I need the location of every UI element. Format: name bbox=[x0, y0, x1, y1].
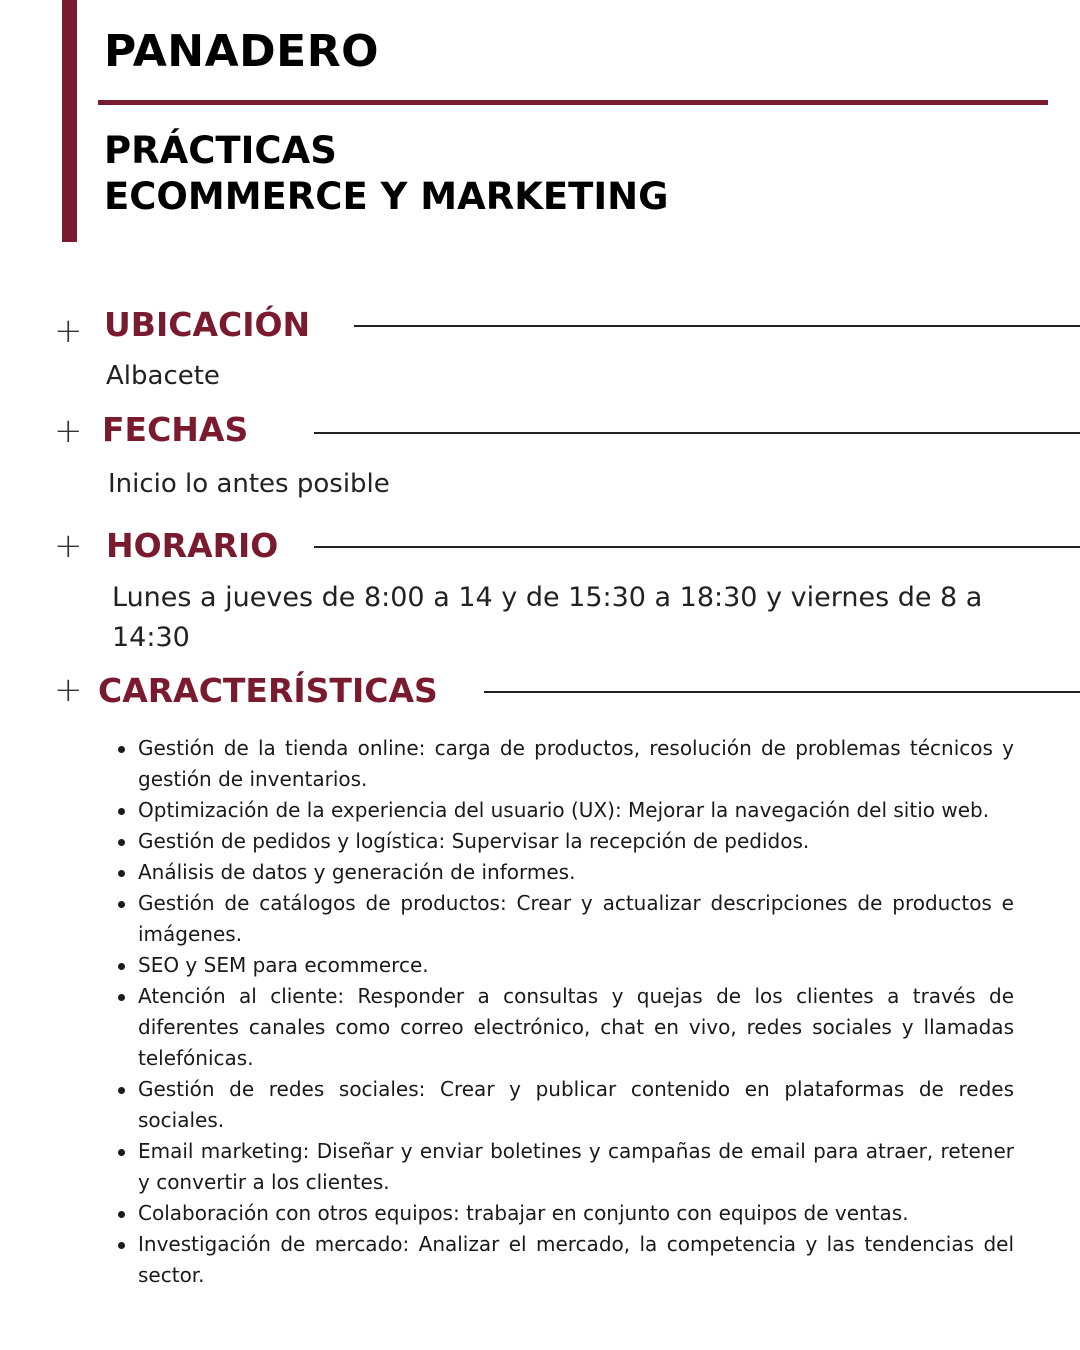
ubicacion-heading: UBICACIÓN bbox=[104, 305, 311, 344]
plus-icon: + bbox=[54, 526, 83, 566]
title-divider bbox=[98, 100, 1048, 105]
plus-icon: + bbox=[54, 411, 83, 451]
job-title bbox=[104, 128, 669, 220]
horario-heading: HORARIO bbox=[106, 526, 279, 565]
caracteristicas-divider bbox=[484, 691, 1080, 693]
ubicacion-value: Albacete bbox=[106, 361, 220, 391]
list-item: Gestión de redes sociales: Crear y publicar contenido en plataformas de redes sociales. bbox=[138, 1074, 1014, 1136]
plus-icon: + bbox=[54, 670, 83, 710]
fechas-divider bbox=[314, 432, 1080, 434]
list-item: SEO y SEM para ecommerce. bbox=[138, 950, 1014, 981]
list-item: Gestión de catálogos de productos: Crear y actualizar descripciones de productos e imágenes. bbox=[138, 888, 1014, 950]
list-item: Email marketing: Diseñar y enviar boletines y campañas de email para atraer, retener y convertir a los clientes. bbox=[138, 1136, 1014, 1198]
ubicacion-divider bbox=[354, 325, 1080, 327]
fechas-value: Inicio lo antes posible bbox=[108, 469, 390, 499]
caracteristicas-heading: CARACTERÍSTICAS bbox=[98, 671, 438, 710]
company-name: PANADERO bbox=[104, 26, 380, 77]
list-item: Gestión de pedidos y logística: Supervisar la recepción de pedidos. bbox=[138, 826, 1014, 857]
job-title-line-1: PRÁCTICAS bbox=[104, 129, 337, 172]
job-title-line-2: ECOMMERCE Y MARKETING bbox=[104, 175, 669, 218]
horario-value: Lunes a jueves de 8:00 a 14 y de 15:30 a 18:30 y viernes de 8 a 14:30 bbox=[112, 582, 983, 653]
list-item: Gestión de la tienda online: carga de productos, resolución de problemas técnicos y gestión de inventarios. bbox=[138, 733, 1014, 795]
list-item: Colaboración con otros equipos: trabajar en conjunto con equipos de ventas. bbox=[138, 1198, 1014, 1229]
list-item: Análisis de datos y generación de informes. bbox=[138, 857, 1014, 888]
plus-icon: + bbox=[54, 311, 83, 351]
accent-bar bbox=[62, 0, 77, 242]
list-item: Optimización de la experiencia del usuario (UX): Mejorar la navegación del sitio web. bbox=[138, 795, 1014, 826]
list-item: Investigación de mercado: Analizar el mercado, la competencia y las tendencias del sector. bbox=[138, 1229, 1014, 1291]
fechas-heading: FECHAS bbox=[102, 410, 249, 449]
features-list bbox=[110, 733, 1014, 1291]
list-item: Atención al cliente: Responder a consultas y quejas de los clientes a través de diferentes canales como correo electrónico, chat en vivo, redes sociales y llamadas telefónicas. bbox=[138, 981, 1014, 1074]
horario-divider bbox=[314, 546, 1080, 548]
